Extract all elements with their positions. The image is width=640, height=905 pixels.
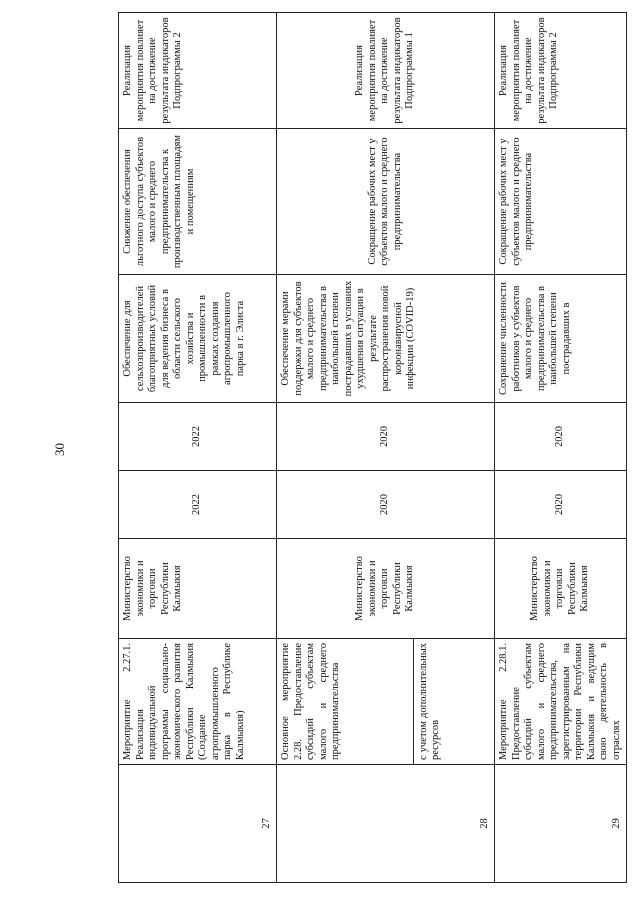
- consequence-cell: Снижение обеспечения льготного доступа субъектов малого и среднего предпринимательства к производственным площадям и помещениям: [119, 129, 277, 275]
- start-year-cell: 2022: [119, 471, 277, 539]
- end-year-cell: 2020: [277, 403, 495, 471]
- table-row: [277, 13, 495, 883]
- start-year-cell: 2020: [495, 471, 627, 539]
- executor-cell: Министерство экономики и торговли Республики Калмыкия: [277, 539, 495, 639]
- row-number: 29: [495, 765, 627, 883]
- result-cell: Обеспечение мерами поддержки для субъектов малого и среднего предпринимательства в наибольшей степени пострадавших в условиях ухудшения ситуации в результате распространения новой коронавирусной инфекции (COVID-19): [277, 275, 495, 403]
- row-number: 28: [277, 765, 495, 883]
- row-number: 27: [119, 765, 277, 883]
- executor-cell: Министерство экономики и торговли Республики Калмыкия: [495, 539, 627, 639]
- page-number: 30: [52, 443, 67, 456]
- end-year-cell: 2022: [119, 403, 277, 471]
- table-row: [495, 13, 627, 883]
- measure-cell: [277, 639, 495, 765]
- measure-cell: Мероприятие 2.27.1. Реализация индивидуальной программы социально-экономического развития Республики Калмыкия (Создание агропромышленного парка в Республике Калмыкия): [119, 639, 277, 765]
- table-row: [119, 13, 277, 883]
- measure-cell: Мероприятие 2.28.1. Предоставление субсидий субъектам малого и среднего предпринимательства, зарегистрированным на территории Республики Калмыкия и ведущим свою деятельность в отраслях: [495, 639, 627, 765]
- start-year-cell: 2020: [277, 471, 495, 539]
- rotated-table-container: [118, 13, 622, 883]
- measure-extra-text: с учетом дополнительных ресурсов: [413, 639, 443, 764]
- consequence-cell: Сокращение рабочих мест у субъектов малого и среднего предпринимательства: [495, 129, 627, 275]
- measures-table: [118, 12, 627, 883]
- measure-text: Основное мероприятие 2.28. Предоставление субсидий субъектам малого и среднего предпринимательства: [280, 643, 341, 760]
- link-cell: Реализация мероприятия повлияет на достижение результата индикаторов Подпрограммы 2: [495, 13, 627, 129]
- result-cell: Обеспечение для сельхозпроизводителей благоприятных условий для ведения бизнеса в области сельского хозяйства и промышленности в рамках создания агропромышленного парка в г. Элиста: [119, 275, 277, 403]
- executor-cell: Министерство экономики и торговли Республики Калмыкия: [119, 539, 277, 639]
- link-cell: Реализация мероприятия повлияет на достижение результата индикаторов Подпрограммы 1: [277, 13, 495, 129]
- result-cell: Сохранение численности работников у субъектов малого и среднего предпринимательства в наибольшей степени пострадавших в: [495, 275, 627, 403]
- consequence-cell: Сокращение рабочих мест у субъектов малого и среднего предпринимательства: [277, 129, 495, 275]
- end-year-cell: 2020: [495, 403, 627, 471]
- link-cell: Реализация мероприятия повлияет на достижение результата индикаторов Подпрограммы 2: [119, 13, 277, 129]
